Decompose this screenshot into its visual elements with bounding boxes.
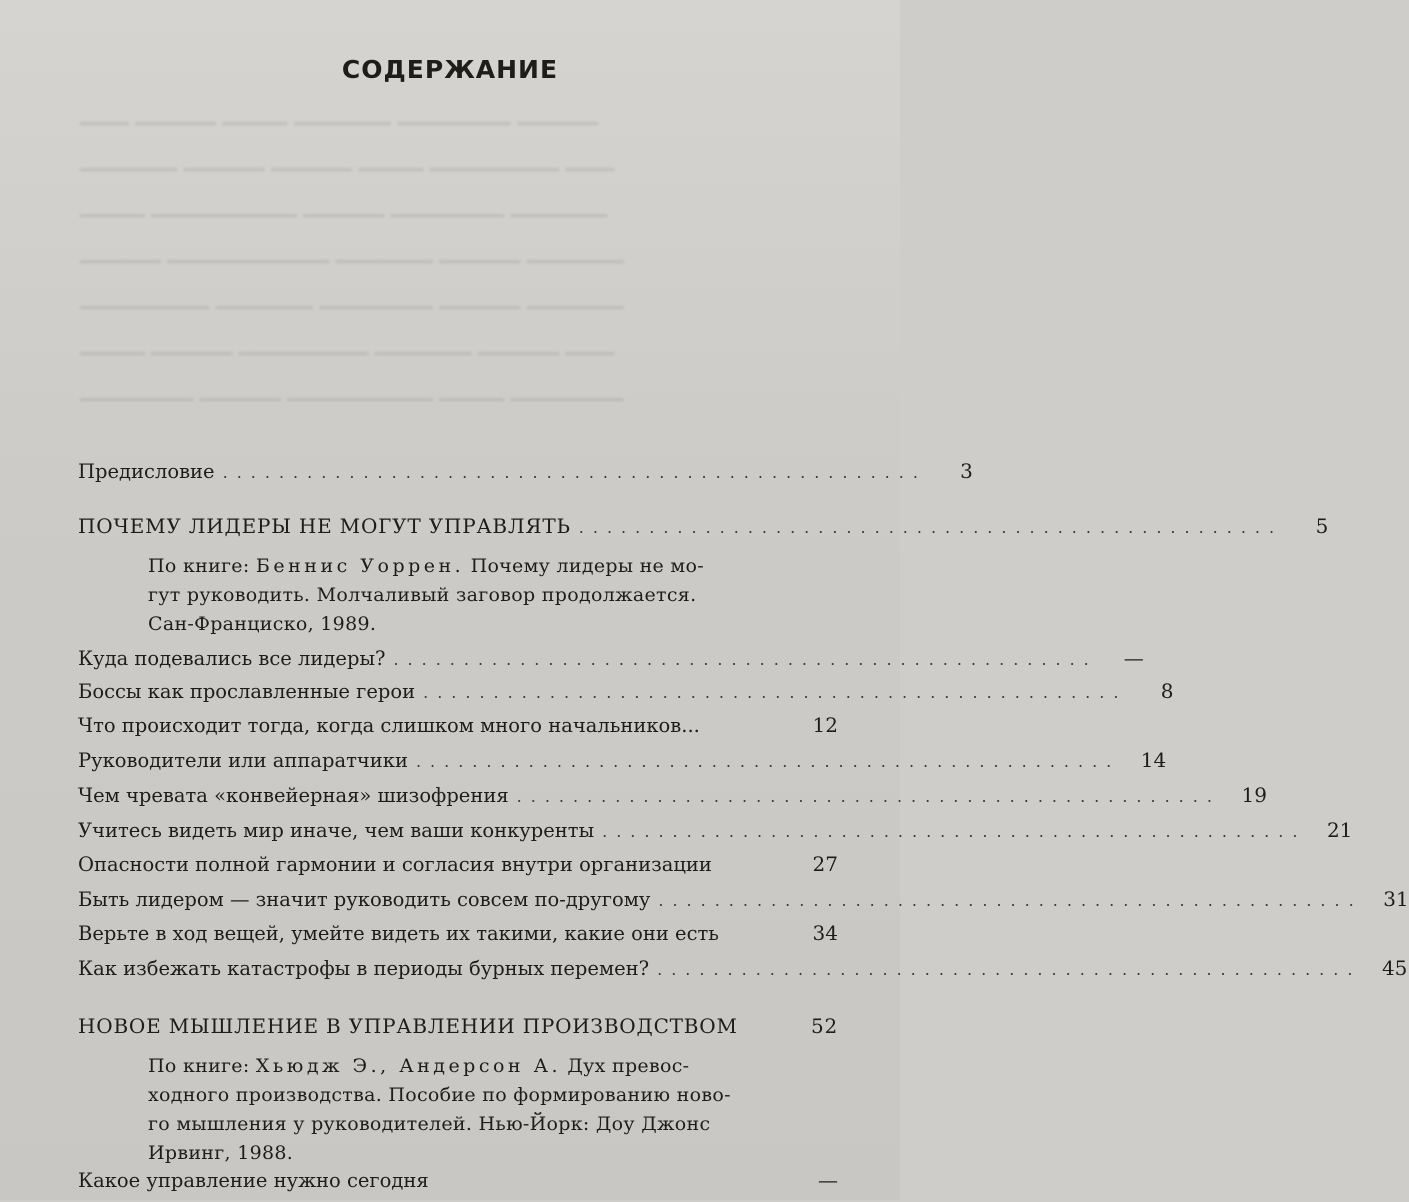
- toc-entry-label: Какое управление нужно сегодня: [78, 1169, 429, 1192]
- source-author: Беннис Уоррен.: [255, 555, 465, 577]
- toc-entry-label: Быть лидером — значит руководить совсем по-другому: [78, 888, 651, 911]
- toc-section-label: ПОЧЕМУ ЛИДЕРЫ НЕ МОГУТ УПРАВЛЯТЬ: [78, 514, 571, 538]
- toc-entry[interactable]: [78, 646, 1144, 680]
- bleed-through-text: ▁▁▁ ▁▁▁▁▁ ▁▁▁▁ ▁▁▁▁▁▁ ▁▁▁▁▁▁▁ ▁▁▁▁▁ ▁▁▁▁▁▁ ▁▁▁▁▁ ▁▁▁▁▁ ▁▁▁▁ ▁▁▁▁▁▁▁▁ ▁▁▁ ▁▁▁▁ ▁▁▁▁▁▁▁▁▁ ▁▁▁▁▁ ▁▁▁▁▁▁▁ ▁▁▁▁▁▁ ▁▁▁▁▁ ▁▁▁▁▁▁▁▁▁▁ ▁▁▁▁▁▁ ▁▁▁▁▁ ▁▁▁▁▁▁ ▁▁▁▁▁▁▁▁ ▁▁▁▁▁▁ ▁▁▁▁▁▁▁ ▁▁▁▁▁ ▁▁▁▁▁▁ ▁▁▁▁ ▁▁▁▁▁ ▁▁▁▁▁▁▁▁ ▁▁▁▁▁▁ ▁▁▁▁▁ ▁▁▁ ▁▁▁▁▁▁▁ ▁▁▁▁▁ ▁▁▁▁▁▁▁▁▁ ▁▁▁▁ ▁▁▁▁▁▁▁: [80, 101, 624, 401]
- toc-page-number: 31: [1383, 887, 1409, 911]
- toc-entry-label: Что происходит тогда, когда слишком много начальников...: [78, 714, 700, 737]
- toc-page-number: —: [1123, 646, 1144, 670]
- toc-page-number: 27: [812, 852, 838, 876]
- toc-entry[interactable]: [78, 1168, 838, 1202]
- toc-page-number: 21: [1326, 818, 1353, 842]
- toc-page-number: 8: [1160, 679, 1174, 703]
- toc-entry[interactable]: [78, 748, 1167, 782]
- toc-page-number: 14: [1140, 748, 1167, 772]
- toc-page-number: 12: [812, 713, 838, 737]
- source-line: Ирвинг, 1988.: [148, 1142, 294, 1164]
- toc-entry[interactable]: [78, 956, 1408, 990]
- toc-entry-label: Руководители или аппаратчики: [78, 749, 408, 772]
- toc-section-label: НОВОЕ МЫШЛЕНИЕ В УПРАВЛЕНИИ ПРОИЗВОДСТВОМ: [78, 1014, 738, 1038]
- source-note-1: [148, 552, 768, 639]
- dot-leader: ..................................................: [415, 752, 1121, 771]
- toc-entry-label: Учитесь видеть мир иначе, чем ваши конкуренты: [78, 819, 595, 842]
- dot-leader: ..................................................: [657, 960, 1362, 979]
- toc-entry[interactable]: [78, 852, 838, 886]
- dot-leader: ..................................................: [658, 891, 1363, 910]
- dot-leader: ..................................................: [516, 787, 1221, 806]
- page-title: СОДЕРЖАНИЕ: [341, 55, 559, 84]
- source-line: Почему лидеры не мо-: [470, 555, 704, 577]
- toc-entry-label: Опасности полной гармонии и согласия внутри организации: [78, 853, 712, 876]
- toc-entry[interactable]: [78, 887, 1409, 921]
- toc-entry-preface[interactable]: [78, 459, 973, 493]
- source-note-2: [148, 1052, 768, 1168]
- toc-entry[interactable]: [78, 679, 1174, 713]
- toc-section-leaders[interactable]: [78, 514, 1330, 548]
- toc-section-new-thinking[interactable]: [78, 1014, 838, 1048]
- dot-leader: ..................................................: [423, 683, 1128, 702]
- toc-entry[interactable]: [78, 818, 1353, 852]
- source-line: Дух превос-: [567, 1055, 690, 1077]
- toc-entry-label: Как избежать катастрофы в периоды бурных перемен?: [78, 957, 650, 980]
- toc-page-number: 19: [1241, 783, 1267, 807]
- toc-entry-label: Куда подевались все лидеры?: [78, 647, 386, 670]
- toc-entry[interactable]: [78, 713, 838, 747]
- toc-page-number: 5: [1315, 514, 1330, 538]
- toc-page-number: 45: [1381, 956, 1408, 980]
- source-line: ходного производства. Пособие по формированию ново-: [148, 1084, 731, 1106]
- dot-leader: ..................................................: [393, 650, 1098, 669]
- toc-entry-label: Чем чревата «конвейерная» шизофрения: [78, 784, 509, 807]
- toc-entry-label: Предисловие: [78, 460, 215, 483]
- source-line: го мышления у руководителей. Нью-Йорк: Доу Джонс: [148, 1113, 711, 1135]
- source-author: Хьюдж Э., Андерсон А.: [255, 1055, 562, 1077]
- source-prefix: По книге:: [148, 1055, 250, 1077]
- toc-page-number: —: [818, 1168, 838, 1192]
- toc-page-number: 34: [812, 921, 838, 945]
- dot-leader: ..................................................: [222, 463, 927, 482]
- source-line: гут руководить. Молчаливый заговор продолжается.: [148, 584, 697, 606]
- toc-entry[interactable]: [78, 921, 838, 955]
- source-prefix: По книге:: [148, 555, 250, 577]
- toc-page-number: 52: [810, 1014, 838, 1038]
- toc-entry[interactable]: [78, 783, 1267, 817]
- dot-leader: ..................................................: [602, 822, 1307, 841]
- toc-entry-label: Боссы как прославленные герои: [78, 680, 416, 703]
- toc-entry-label: Верьте в ход вещей, умейте видеть их такими, какие они есть: [78, 922, 719, 945]
- source-line: Сан-Франциско, 1989.: [148, 613, 377, 635]
- dot-leader: ..................................................: [578, 518, 1284, 537]
- toc-page-number: 3: [960, 459, 973, 483]
